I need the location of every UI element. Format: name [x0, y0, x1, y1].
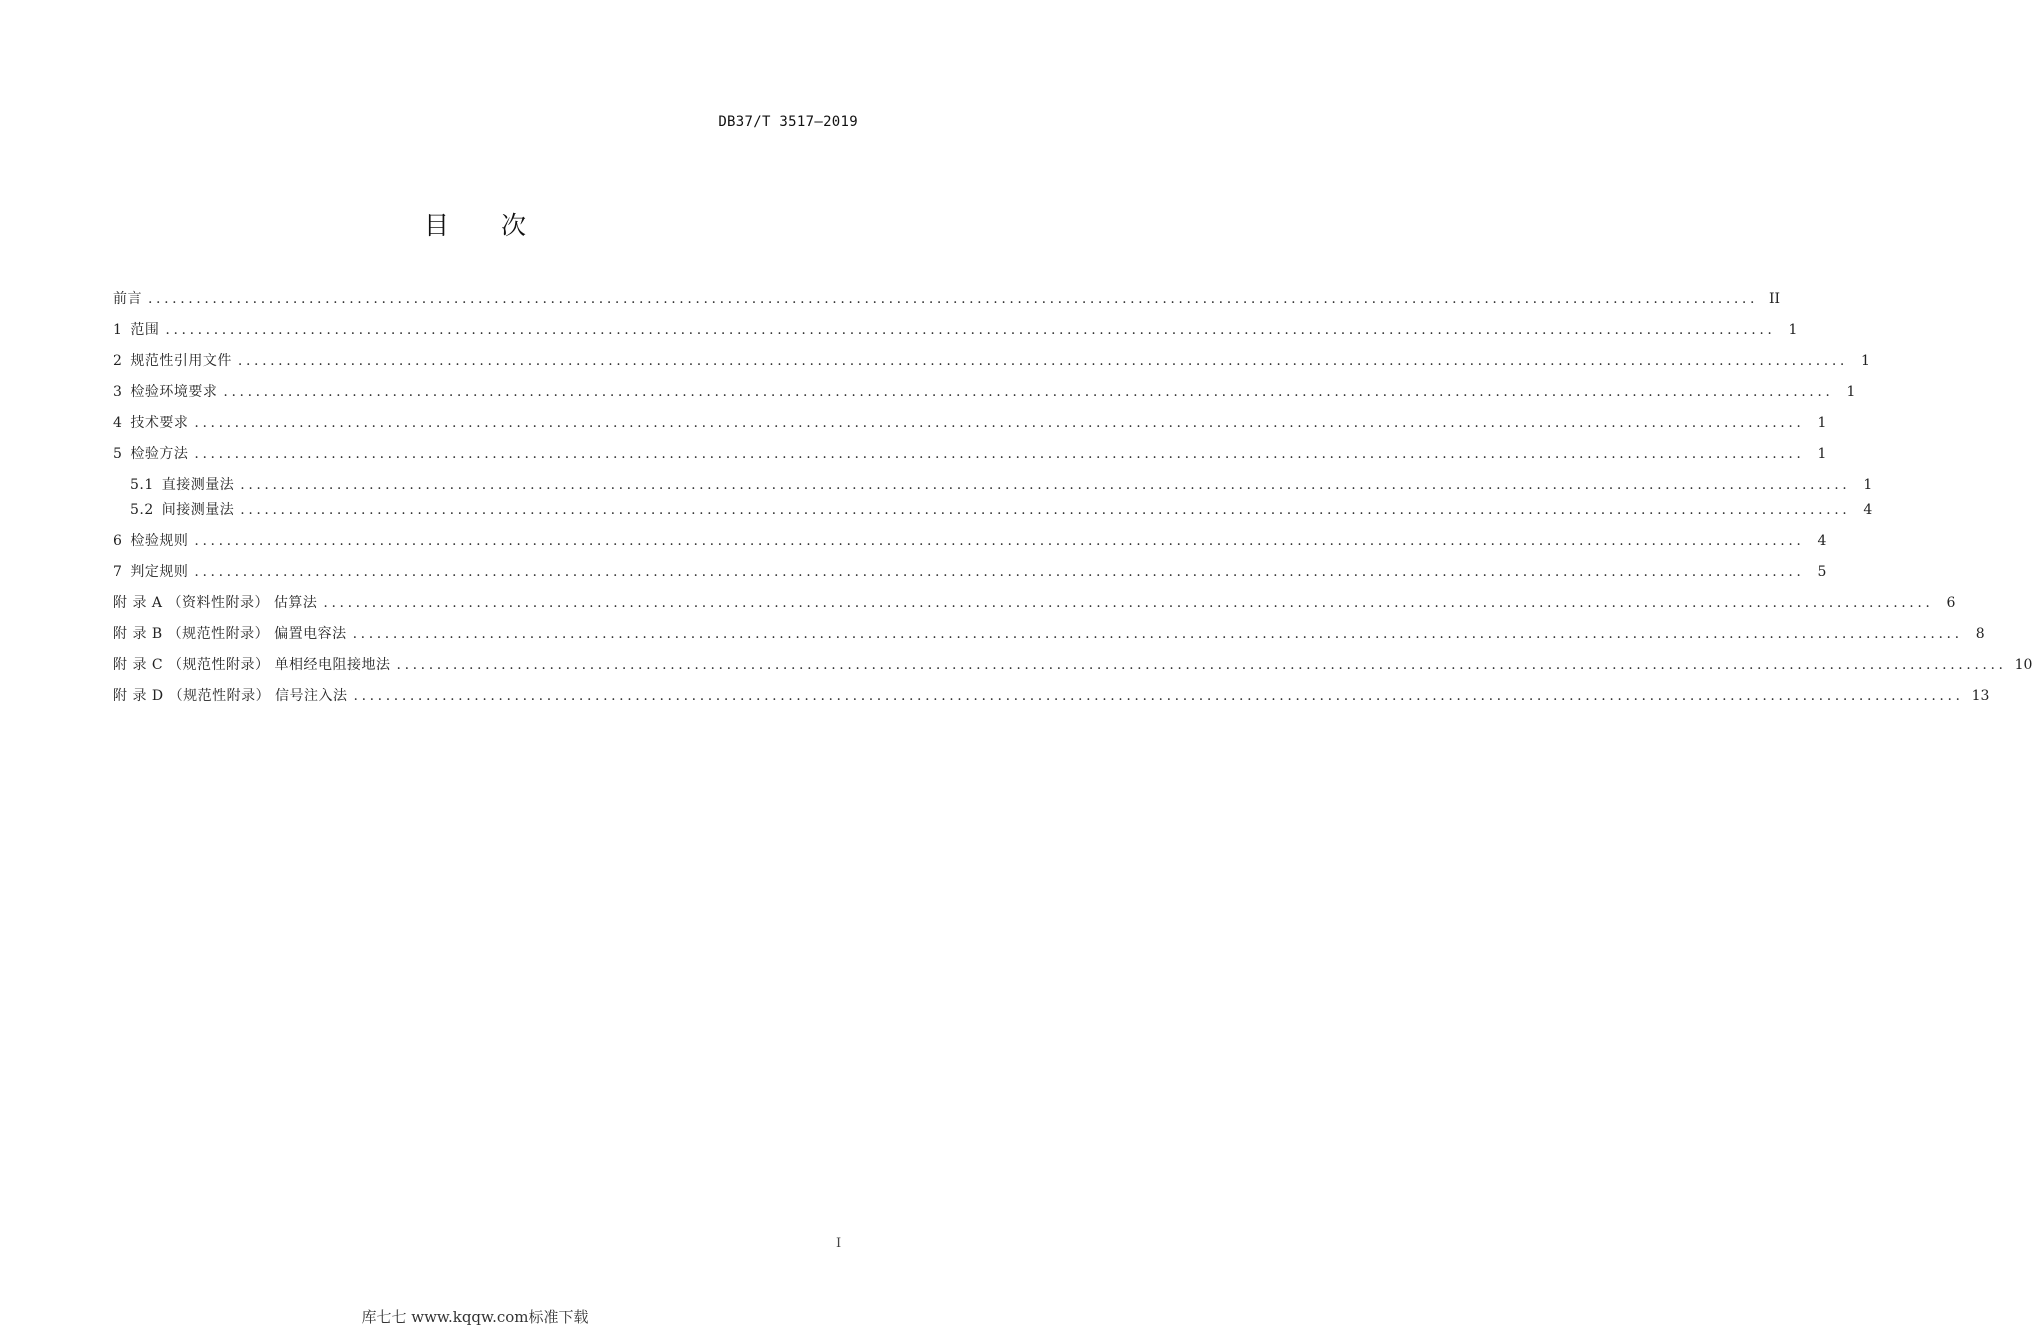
- toc-entry-page: 1: [1863, 477, 1873, 493]
- toc-entry-number: 6: [113, 533, 123, 549]
- toc-dot-leader: ........................................................................................................................................................................................................: [323, 595, 1934, 611]
- toc-entry-label: 附 录 D （规范性附录） 信号注入法: [113, 688, 348, 704]
- document-code: DB37/T 3517—2019: [718, 114, 858, 130]
- toc-entry-foreword[interactable]: [113, 287, 1781, 311]
- toc-dot-leader: ........................................................................................................................................................................................................: [240, 502, 1851, 518]
- toc-dot-leader: ........................................................................................................................................................................................................: [240, 477, 1851, 493]
- toc-entry-appendix-d[interactable]: [113, 684, 1990, 708]
- toc-dot-leader: ........................................................................................................................................................................................................: [353, 688, 1964, 704]
- toc-entry-technical-requirements[interactable]: [113, 411, 1827, 435]
- toc-entry-number: 5: [113, 446, 123, 462]
- toc-dot-leader: ........................................................................................................................................................................................................: [194, 446, 1805, 462]
- toc-dot-leader: ........................................................................................................................................................................................................: [352, 626, 1963, 642]
- page-number: I: [836, 1236, 842, 1251]
- toc-entry-label: 间接测量法: [161, 502, 235, 518]
- toc-entry-label: 检验环境要求: [130, 384, 218, 400]
- toc-entry-appendix-c[interactable]: [113, 653, 2032, 677]
- toc-entry-appendix-a[interactable]: [113, 591, 1956, 615]
- title-char-1: 目: [423, 211, 449, 240]
- toc-entry-label: 技术要求: [130, 415, 189, 431]
- toc-entry-indirect-measurement[interactable]: [113, 498, 1873, 522]
- title-char-2: 次: [501, 211, 527, 240]
- toc-entry-test-methods[interactable]: [113, 442, 1827, 466]
- table-of-contents: [113, 287, 2032, 708]
- toc-entry-environment-requirements[interactable]: [113, 380, 1856, 404]
- toc-entry-page: 1: [1846, 384, 1856, 400]
- toc-entry-number: 5.1: [130, 477, 154, 493]
- toc-entry-label: 规范性引用文件: [130, 353, 232, 369]
- toc-entry-page: 4: [1863, 502, 1873, 518]
- toc-entry-direct-measurement[interactable]: [113, 473, 1873, 497]
- toc-dot-leader: ........................................................................................................................................................................................................: [165, 322, 1776, 338]
- toc-entry-number: 7: [113, 564, 123, 580]
- toc-entry-appendix-b[interactable]: [113, 622, 1985, 646]
- toc-dot-leader: ........................................................................................................................................................................................................: [237, 353, 1848, 369]
- toc-entry-number: 5.2: [130, 502, 154, 518]
- toc-entry-label: 直接测量法: [161, 477, 235, 493]
- toc-entry-page: 1: [1817, 415, 1827, 431]
- toc-entry-label: 范围: [130, 322, 160, 338]
- toc-entry-page: 5: [1817, 564, 1827, 580]
- toc-entry-label: 附 录 A （资料性附录） 估算法: [113, 595, 318, 611]
- toc-entry-page: 1: [1817, 446, 1827, 462]
- toc-dot-leader: ........................................................................................................................................................................................................: [396, 657, 2007, 673]
- toc-entry-label: 判定规则: [130, 564, 189, 580]
- toc-entry-number: 2: [113, 353, 123, 369]
- toc-entry-page: 8: [1975, 626, 1985, 642]
- toc-entry-page: 1: [1861, 353, 1870, 369]
- page-title: [0, 206, 950, 242]
- toc-entry-page: 10: [2014, 657, 2032, 673]
- watermark-text: 库七七 www.kqqw.com标准下载: [361, 1308, 589, 1326]
- toc-entry-label: 检验方法: [130, 446, 189, 462]
- toc-dot-leader: ........................................................................................................................................................................................................: [194, 564, 1805, 580]
- toc-dot-leader: ........................................................................................................................................................................................................: [223, 384, 1834, 400]
- toc-entry-number: 3: [113, 384, 123, 400]
- toc-dot-leader: ........................................................................................................................................................................................................: [148, 291, 1759, 307]
- toc-dot-leader: ........................................................................................................................................................................................................: [194, 533, 1805, 549]
- toc-entry-page: 6: [1946, 595, 1956, 611]
- toc-entry-page: 13: [1971, 688, 1990, 704]
- toc-entry-page: II: [1768, 291, 1781, 307]
- toc-entry-inspection-rules[interactable]: [113, 529, 1827, 553]
- toc-dot-leader: ........................................................................................................................................................................................................: [194, 415, 1805, 431]
- toc-entry-label: 附 录 B （规范性附录） 偏置电容法: [113, 626, 347, 642]
- toc-entry-scope[interactable]: [113, 318, 1798, 342]
- toc-entry-label: 附 录 C （规范性附录） 单相经电阻接地法: [113, 657, 391, 673]
- toc-entry-normative-references[interactable]: [113, 349, 1870, 373]
- toc-entry-judgment-rules[interactable]: [113, 560, 1827, 584]
- toc-entry-page: 4: [1817, 533, 1827, 549]
- toc-entry-label: 前言: [113, 291, 142, 307]
- toc-entry-label: 检验规则: [130, 533, 189, 549]
- toc-entry-number: 4: [113, 415, 123, 431]
- toc-entry-number: 1: [113, 322, 123, 338]
- toc-entry-page: 1: [1788, 322, 1798, 338]
